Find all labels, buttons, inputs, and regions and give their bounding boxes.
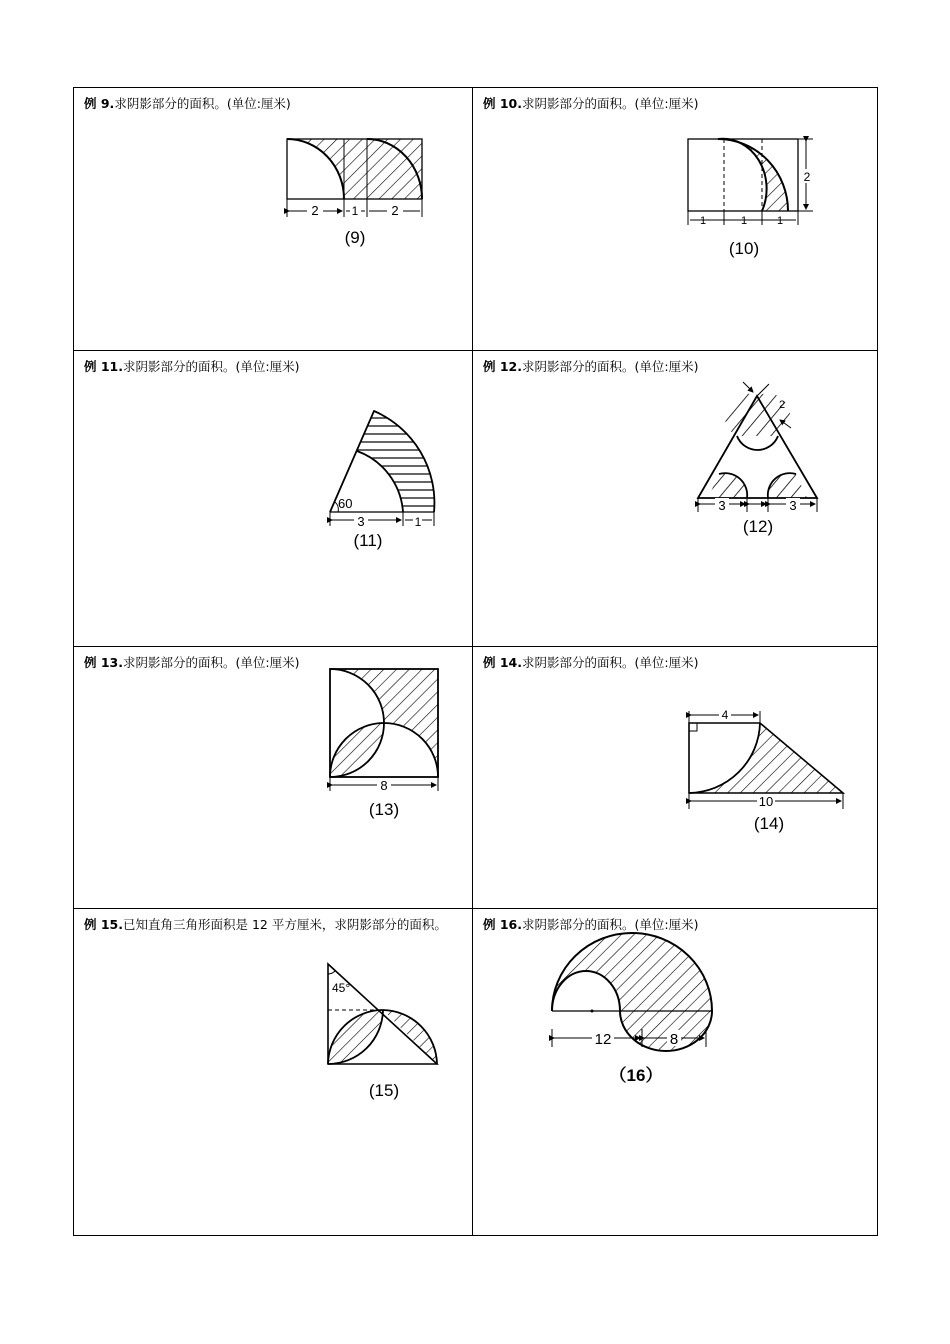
- problem-14-title: 例 14.求阴影部分的面积。(单位:厘米): [483, 655, 699, 670]
- dim-label: 4: [721, 708, 729, 722]
- dim-label: 1: [740, 215, 748, 227]
- dim-label: 2: [779, 399, 786, 411]
- dim-label: 2: [803, 170, 811, 184]
- problem-11-cell: [74, 351, 472, 646]
- figure-11: [324, 406, 444, 556]
- dim-label: 1: [699, 215, 707, 227]
- dim-label: 1: [351, 204, 359, 218]
- angle-label: 60: [338, 496, 353, 511]
- figure-label: (13): [368, 800, 400, 819]
- figure-label: (9): [344, 228, 366, 247]
- dim-label: 2: [311, 203, 319, 218]
- problem-9-cell: [74, 88, 472, 350]
- figure-10: [678, 133, 838, 268]
- problem-11-title: 例 11.求阴影部分的面积。(单位:厘米): [84, 359, 300, 374]
- figure-16: [548, 931, 748, 1106]
- figure-13: [324, 665, 454, 840]
- problem-9-title: 例 9.求阴影部分的面积。(单位:厘米): [84, 96, 291, 111]
- dim-label: 3: [789, 498, 797, 513]
- problem-15-title: 例 15.已知直角三角形面积是 12 平方厘米，求阴影部分的面积。: [84, 917, 447, 932]
- figure-15: [324, 964, 454, 1109]
- problem-10-title: 例 10.求阴影部分的面积。(单位:厘米): [483, 96, 699, 111]
- problem-12-title: 例 12.求阴影部分的面积。(单位:厘米): [483, 359, 699, 374]
- dim-label: 8: [380, 778, 388, 793]
- figure-label: (15): [368, 1081, 400, 1100]
- problem-12-cell: [473, 351, 879, 646]
- problem-13-title: 例 13.求阴影部分的面积。(单位:厘米): [84, 655, 300, 670]
- problem-10-cell: [473, 88, 879, 350]
- problem-14-cell: [473, 647, 879, 908]
- dim-label: 1: [776, 215, 784, 227]
- figure-14: [683, 697, 853, 847]
- dim-label: 2: [391, 203, 399, 218]
- dim-label: 10: [758, 794, 774, 809]
- dim-label: 8: [669, 1031, 679, 1048]
- dim-label: 12: [594, 1031, 612, 1048]
- dim-label: 1: [414, 515, 422, 529]
- figure-label: (12): [742, 517, 774, 536]
- figure-12: [683, 386, 843, 536]
- dim-label: 3: [718, 498, 726, 513]
- figure-label: （16）: [609, 1066, 663, 1085]
- figure-label: (11): [353, 531, 383, 550]
- problem-13-cell: [74, 647, 472, 908]
- problem-16-title: 例 16.求阴影部分的面积。(单位:厘米): [483, 917, 699, 932]
- problem-table: [73, 87, 878, 1236]
- angle-label: 45°: [332, 981, 351, 995]
- figure-9: [279, 133, 439, 263]
- dim-label: 3: [357, 514, 365, 529]
- problem-16-cell: [473, 909, 879, 1237]
- problem-15-cell: [74, 909, 472, 1237]
- figure-label: (10): [728, 239, 760, 258]
- figure-label: (14): [753, 814, 785, 833]
